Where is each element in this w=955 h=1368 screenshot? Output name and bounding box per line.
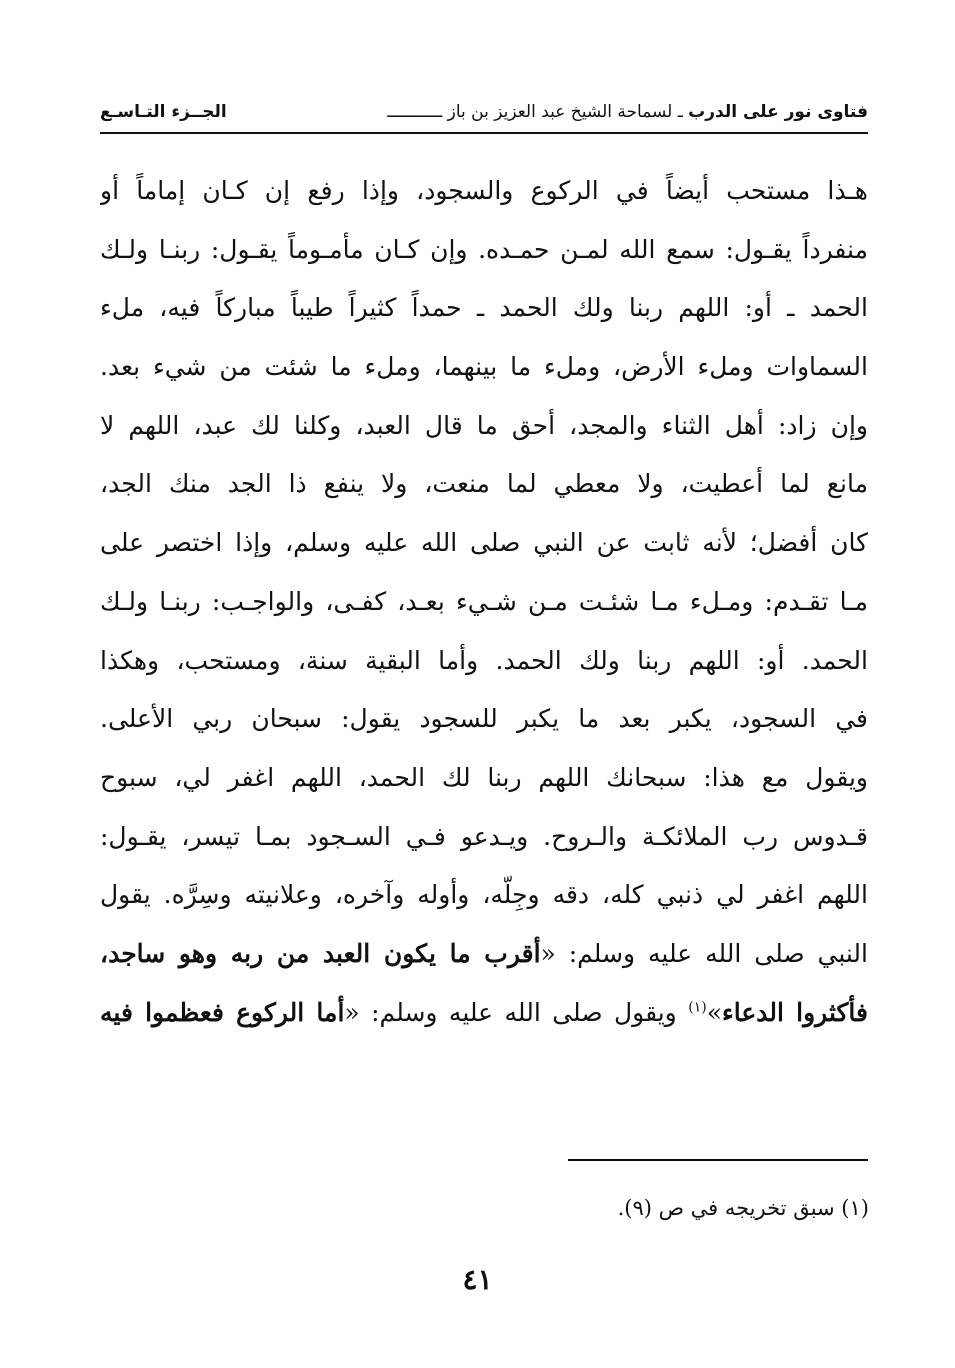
footnote: (١) سبق تخريجه في ص (٩). — [617, 1196, 869, 1220]
second-hadith-bold: أما الركوع فعظموا فيه — [100, 997, 345, 1027]
hadith-quote-bold-end: فأكثروا الدعاء — [721, 997, 868, 1027]
text-line-15 — [100, 984, 868, 1043]
line15-plain2: ويقول صلى الله عليه وسلم: « — [344, 997, 689, 1027]
text-line-13: اللهم اغفر لي ذنبي كله، دقه وجِلّه، وأوله وآخره، وعلانيته وسِرَّه. يقول — [100, 880, 868, 910]
text-line-4: السماوات وملء الأرض، وملء ما بينهما، وملء ما شئت من شيء بعد. — [100, 352, 868, 382]
header-volume: الجــزء التـاسـع — [100, 102, 227, 122]
text-line-1: هـذا مستحب أيضاً في الركوع والسجود، وإذا رفع إن كـان إماماً أو — [100, 176, 868, 205]
text-line-8: مـا تقـدم: ومـلء مـا شئـت مـن شـيء بعـد، كفـى، والواجـب: ربنـا ولـك — [100, 586, 868, 616]
text-line-5: وإن زاد: أهل الثناء والمجد، أحق ما قال العبد، وكلنا لك عبد، اللهم لا — [100, 410, 868, 440]
text-line-14 — [100, 925, 868, 984]
running-header — [100, 100, 868, 138]
text-line-6: مانع لما أعطيت، ولا معطي لما منعت، ولا ينفع ذا الجد منك الجد، — [100, 469, 868, 499]
text-line-7: كان أفضل؛ لأنه ثابت عن النبي صلى الله عليه وسلم، وإذا اختصر على — [100, 528, 868, 558]
body-text — [100, 162, 868, 1042]
book-title: فتاوى نور على الدرب — [688, 102, 868, 122]
text-line-3: الحمد ـ أو: اللهم ربنا ولك الحمد ـ حمداً كثيراً طيباً مباركاً فيه، ملء — [100, 293, 868, 323]
line15-plain1: » — [706, 997, 722, 1027]
hadith-quote-bold: أقرب ما يكون العبد من ربه وهو ساجد، — [100, 938, 541, 968]
footnote-rule — [568, 1159, 868, 1161]
header-rule — [100, 132, 868, 134]
footnote-ref[interactable]: (١) — [688, 999, 707, 1016]
header-title — [387, 102, 868, 122]
text-line-11: ويقول مع هذا: سبحانك اللهم ربنا لك الحمد، اللهم اغفر لي، سبوح — [100, 762, 868, 792]
header-author: ـ لسماحة الشيخ عبد العزيز بن باز ـــــــــــ — [387, 102, 683, 122]
text-line-12: قـدوس رب الملائكـة والـروح. ويـدعو فـي السـجود بمـا تيسر، يقـول: — [100, 821, 868, 851]
text-line-2: منفرداً يقـول: سمع الله لمـن حمـده. وإن كـان مأمـوماً يقـول: ربنـا ولـك — [100, 234, 868, 264]
page-number: ٤١ — [462, 1263, 493, 1296]
text-line-10: في السجود، يكبر بعد ما يكبر للسجود يقول: سبحان ربي الأعلى. — [100, 704, 868, 734]
line14-plain: النبي صلى الله عليه وسلم: « — [540, 938, 868, 968]
text-line-9: الحمد. أو: اللهم ربنا ولك الحمد. وأما البقية سنة، ومستحب، وهكذا — [100, 645, 868, 675]
